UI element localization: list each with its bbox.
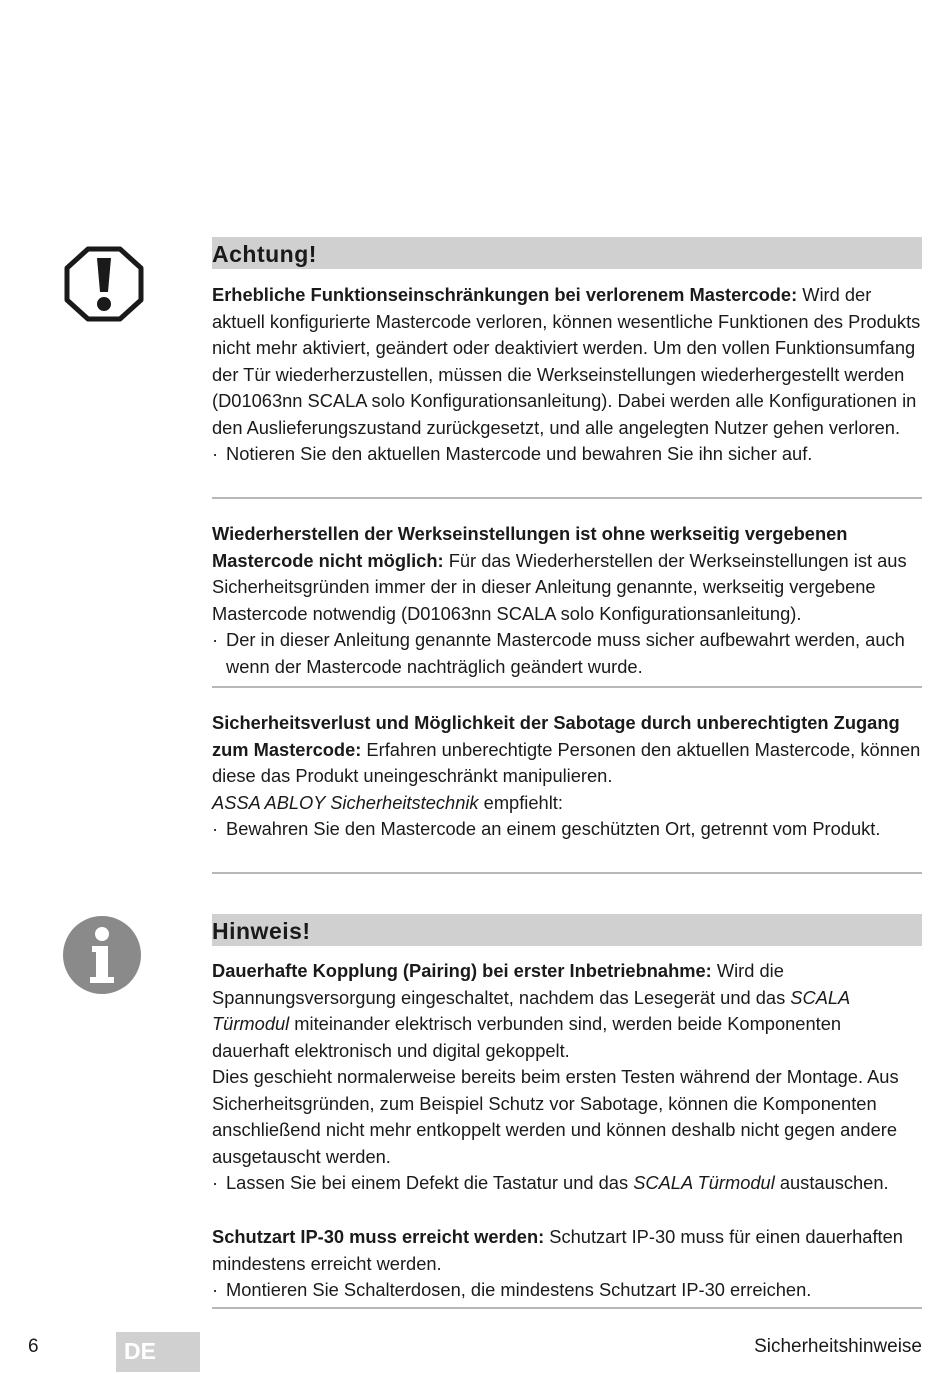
- notice-item-1-bullet-b: austauschen.: [774, 1172, 889, 1193]
- divider: [212, 1307, 922, 1309]
- notice-item-1-para2: Dies geschieht normalerweise bereits beim ersten Testen während der Montage. Aus Sicherheitsgründen, zum Beispiel Schutz vor Sabotage, können die Komponenten anschließend nicht mehr entkoppelt werden und können deshalb nicht gegen andere ausgetauscht werden.: [212, 1066, 899, 1167]
- notice-item-1-product: SCALA Türmodul: [212, 986, 850, 1034]
- company-name: ASSA ABLOY Sicherheitstechnik: [212, 791, 479, 813]
- language-label: DE: [124, 1338, 156, 1364]
- notice-heading: Hinweis!: [212, 918, 311, 944]
- language-tag: [116, 1332, 200, 1372]
- page-number: 6: [28, 1336, 39, 1357]
- section-title: Sicherheitshinweise: [754, 1336, 922, 1357]
- notice-item-1-lead: Dauerhafte Kopplung (Pairing) bei erster Inbetriebnahme:: [212, 960, 712, 981]
- notice-heading-bar: [212, 914, 922, 946]
- warning-item-3: [212, 710, 922, 843]
- notice-item-1-bullet-a: Lassen Sie bei einem Defekt die Tastatur und das: [226, 1172, 634, 1193]
- divider: [212, 872, 922, 874]
- notice-item-1-bullet: [212, 1170, 922, 1197]
- notice-item-1-bullet-product: SCALA Türmodul: [633, 1172, 775, 1193]
- warning-item-3-text: Erfahren unberechtigte Personen den aktuellen Mastercode, können diese das Produkt uneingeschränkt manipulieren.: [212, 738, 921, 786]
- warning-item-1-lead: Erhebliche Funktionseinschränkungen bei verlorenem Mastercode:: [212, 284, 798, 305]
- warning-item-1-text: Wird der aktuell konfigurierte Mastercode verloren, können wesentliche Funktionen des Produkts nicht mehr aktiviert, geändert oder deaktiviert werden. Um den vollen Funktionsumfang der Tür wiederherzustellen, müssen die Werkseinstellungen wiederhergestellt werden (D01063nn SCALA solo Konfigurationsanleitung). Dabei werden alle Konfigurationen in den Auslieferungszustand zurückgesetzt, und alle angelegten Nutzer gehen verloren.: [212, 284, 921, 438]
- warning-item-1: [212, 282, 922, 468]
- warning-item-2-lead: Wiederherstellen der Werkseinstellungen ist ohne werkseitig vergebenen Mastercode nicht möglich:: [212, 523, 848, 571]
- warning-item-2: [212, 521, 922, 680]
- warning-item-1-bullet: · Notieren Sie den aktuellen Mastercode und bewahren Sie ihn sicher auf.: [212, 441, 922, 468]
- notice-item-2: [212, 1224, 922, 1304]
- info-icon: [62, 915, 142, 995]
- warning-heading-bar: [212, 237, 922, 269]
- warning-item-3-bullet: · Bewahren Sie den Mastercode an einem geschützten Ort, getrennt vom Produkt.: [212, 816, 922, 843]
- warning-item-2-bullet: · Der in dieser Anleitung genannte Mastercode muss sicher aufbewahrt werden, auch wenn der Mastercode nachträglich geändert wurde.: [212, 627, 922, 680]
- notice-item-2-lead: Schutzart IP-30 muss erreicht werden:: [212, 1226, 545, 1247]
- recommend-text: empfiehlt:: [478, 791, 563, 813]
- notice-item-1: [212, 958, 922, 1197]
- notice-item-1-text-a: Wird die Spannungsversorgung eingeschaltet, nachdem das Lesegerät und das: [212, 960, 791, 1008]
- notice-item-1-text-b: miteinander elektrisch verbunden sind, werden beide Komponenten dauerhaft elektronisch und digital gekoppelt.: [212, 1013, 842, 1061]
- divider: [212, 686, 922, 688]
- notice-item-2-bullet: · Montieren Sie Schalterdosen, die mindestens Schutzart IP-30 erreichen.: [212, 1277, 922, 1304]
- warning-item-3-lead: Sicherheitsverlust und Möglichkeit der Sabotage durch unberechtigten Zugang zum Mastercode:: [212, 712, 900, 760]
- warning-heading: Achtung!: [212, 241, 317, 267]
- divider: [212, 497, 922, 499]
- warning-item-2-text: Für das Wiederherstellen der Werkseinstellungen ist aus Sicherheitsgründen immer der in dieser Anleitung genannte, werkseitig vergebene Mastercode notwendig (D01063nn SCALA solo Konfigurationsanleitung).: [212, 549, 907, 624]
- notice-item-2-text: Schutzart IP-30 muss für einen dauerhaften mindestens erreicht werden.: [212, 1226, 903, 1274]
- warning-octagon-icon: [64, 246, 144, 322]
